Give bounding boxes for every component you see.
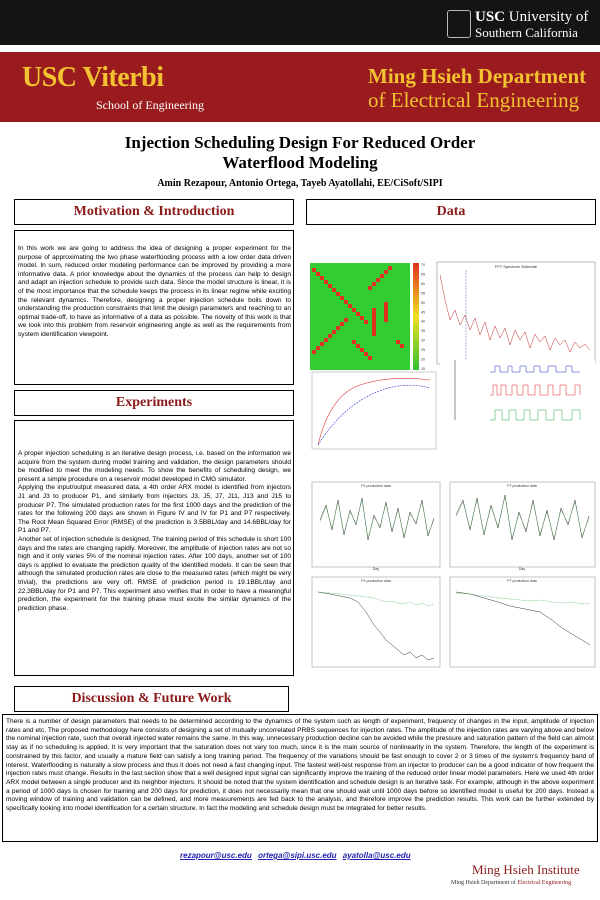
heatmap-colorbar	[413, 263, 419, 370]
dept-name-line2: of Electrical Engineering	[368, 88, 580, 112]
colorbar-tick-label: 70	[421, 263, 425, 267]
title-line1: Injection Scheduling Design For Reduced Order	[124, 133, 476, 152]
p7-plot1-xlabel: Day	[518, 567, 526, 571]
colorbar-tick-label: 55	[421, 291, 425, 296]
colorbar-tick-label: 45	[421, 310, 425, 315]
viterbi-logo: USC Viterbi	[22, 62, 164, 93]
title-line2: Waterflood Modeling	[222, 153, 378, 172]
p7-production-plot-2	[450, 577, 595, 667]
p7-plot2-title: P7 production data	[507, 579, 537, 583]
authors: Amin Rezapour, Antonio Ortega, Tayeb Ayatollahi, EE/CiSoft/SIPI	[157, 178, 443, 189]
colorbar-tick-label: 60	[421, 281, 425, 286]
colorbar-tick-label: 30	[421, 338, 425, 343]
colorbar-tick-label: 35	[421, 329, 425, 334]
discussion-heading: Discussion & Future Work	[14, 686, 289, 712]
p1-production-plot-2	[312, 577, 440, 667]
p1-production-plot-1	[312, 482, 440, 571]
colorbar-tick-label: 15	[421, 367, 425, 371]
experiments-p1: A proper injection scheduling is an iterative design process, i.e. based on the information we acquire from the system during model training and validation, the design parameters should be modified to meet the modeling needs. To show the benefits of scheduling design, we present a simple procedure on a reservoir model developed in CMG simulator.	[18, 450, 291, 483]
experiments-heading: Experiments	[14, 390, 294, 416]
email-link-1[interactable]: rezapour@usc.edu	[180, 851, 252, 860]
colorbar-tick-label: 50	[421, 300, 425, 305]
p7-production-plot-1	[450, 482, 595, 571]
colorbar-tick-label: 65	[421, 272, 425, 277]
p1-plot1-xlabel: Day	[372, 567, 380, 571]
colorbar-tick-labels	[421, 263, 425, 371]
dept-name-line1: Ming Hsieh Department	[368, 64, 587, 88]
p1-plot1-title: P1 production data	[361, 484, 391, 488]
experiments-p2: Applying the input/output measured data, a 4th order ARX model is identified from injectors J1 and J3 to producer P1, and similarly from injectors J3, J5, J7, J11, J13 and J15 to producer P7. The simulated production rates for the first 1000 days and the prediction of the rates for the following 200 days are shown in Figure IV and IV for P1 and P7 respectively. The Root Mean Squared Error (RMSE) of the prediction is 3.5BBL/day and 14.6BBL/day for P1 and P7.	[18, 484, 291, 535]
usc-logo-line1: USC University of	[475, 9, 589, 25]
motivation-heading: Motivation & Introduction	[14, 199, 294, 225]
data-heading: Data	[306, 199, 596, 225]
fft-title: FFT Spectrum Estimate	[494, 264, 538, 269]
colorbar-tick-label: 20	[421, 357, 425, 362]
fft-spectrum-plot	[437, 262, 595, 364]
email-link-2[interactable]: ortega@sipi.usc.edu	[258, 851, 337, 860]
p7-plot1-title: P7 production data	[507, 484, 537, 488]
step-response-plot	[312, 372, 436, 449]
email-link-3[interactable]: ayatolla@usc.edu	[342, 851, 411, 860]
colorbar-tick-label: 40	[421, 319, 425, 324]
institute-logo: Ming Hsieh Institute	[472, 862, 580, 877]
discussion-text: There is a number of design parameters that needs to be determined according to the dynamics of the system such as length of experiment, frequency of changes in the input, amplitude of injection rates and etc. The proposed methodology here consists of designing a set of mutually uncorrelated PRBS sequences for injection rates. The amplitude of the injection rates are varying above and below the nominal injection rate, such that overall injected water remains the same. In this way, unnecessary production decline can be avoided while the pressure and saturation pattern of the field can almost stay as if no scheduling is applied. It is very important that the saturation does not vary too much, since it is the main source of nonlinearity in the system. Therefore, the length of the experiment is constrained by this factor, and usually a mature field can satisfy a long training period. The frequency of the variations should be fast enough to cover 2 or 3 times of the system's frequency band of interest. Waterflooding is naturally a slow process and thus it does not need a fast changing input. The fastest well-test response from an injector to producer can be a good indicator of how frequent the injection rates must change. Results in the last section show that a well designed input signal can significantly improve the training of the reduced order linear model parameters. Here we used 4th order ARX model between a single producer and its neighbor injectors. It should be noted that the system identification and schedule design is an iterative task. For example, although in the above experiment a period of 1000 days is chosen for training and 200 days for prediction, it does not necessarily mean that one should wait until 1000 days before so identified model is useful for 200 days. Instead a moving window of training and validation can be defined, and more measurements are fed back to the analysis, and therefore improve the prediction results. This work can be further extended by specifically looking into model identification for a certain structure. In fact the modeling and schedule design must be integrated for better results.	[6, 718, 594, 813]
usc-logo-line2: Southern California	[475, 25, 578, 40]
institute-subtitle: Ming Hsieh Department of Electrical Engineering	[451, 880, 572, 886]
motivation-text: In this work we are going to address the idea of designing a proper experiment for the purpose of approximating the two phase waterflooding process with a low order data driven model. In sum, reduced order modeling performance can be improved by providing a more informative data. A prior knowledge about the dynamics of the process can help to design and adapt an injection schedule to provide such data. Since the model structure is linear, it is of the most importance that the schedule keeps the process in its linear regime while exciting the relevant dynamics. Therefore, designing a proper injection schedule boils down to understanding the production constraints that limit the design parameters and reaching to an optimal trade-off, to have as informative of a data as possible. The novelty of this work is that we look into this problem from reservoir engineering angle as well as the requirements from system identification viewpoint.	[18, 245, 291, 338]
colorbar-tick-label: 25	[421, 348, 425, 353]
viterbi-subtitle: School of Engineering	[96, 98, 204, 112]
prbs-schedule-plot	[440, 360, 595, 450]
experiments-p3: Another set of injection schedule is designed. The training period of this schedule is short 100 days and the rates are changing rapidly. Moreover, the amplitude of injection rates are not so high and it only varies 5% of the nominal injection rates. After 100 days, another set of 100 days is applied to evaluate the prediction quality of the identified models. It can be seen that although the simulated production rates are close to the measured rates (which might be very trivial), the predictions are very off. RMSE of prediction period is 19.1BBL/day and 22.3BBL/day for P1 and P7. This experiment also verifies that in order to have a meaningful prediction, the experiment for the training phase must excite the similar dynamics of the prediction phase.	[18, 535, 291, 612]
schedule-heatmap	[310, 263, 419, 370]
p1-plot2-title: P1 production data	[361, 579, 391, 583]
contact-emails	[180, 851, 415, 860]
